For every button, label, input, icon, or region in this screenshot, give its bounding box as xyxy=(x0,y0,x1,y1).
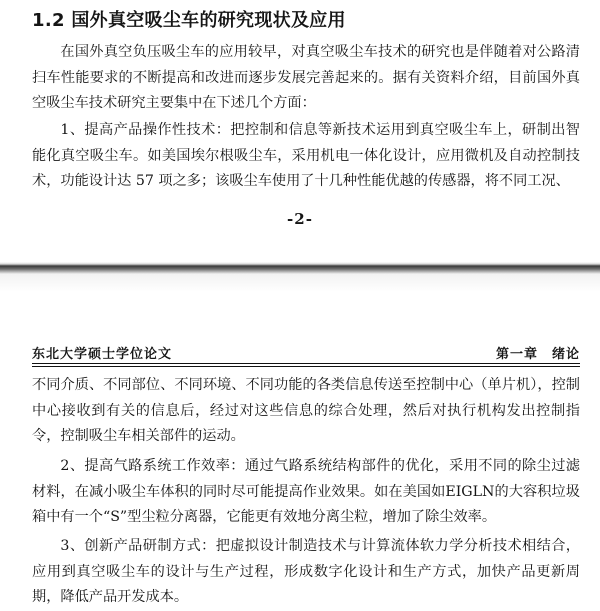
lower-page xyxy=(0,292,600,608)
paragraph-item-3: 3、创新产品研制方式：把虚拟设计制造技术与计算流体软力学分析技术相结合，应用到真空吸尘车的设计与生产过程，形成数字化设计和生产方式，加快产品更新周期，降低产品开发成本。 xyxy=(32,538,580,605)
paragraph-item-2: 2、提高气路系统工作效率：通过气路系统结构部件的优化，采用不同的除尘过滤材料，在减小吸尘车体积的同时尽可能提高作业效果。如在美国如EIGLN的大容积垃圾箱中有一个“S”型尘粒分离器，它能更有效地分离尘粒，增加了除尘效率。 xyxy=(32,458,580,525)
running-head-university: 东北大学硕士学位论文 xyxy=(32,347,173,362)
paragraph-continuation: 不同介质、不同部位、不同环境、不同功能的各类信息传送至控制中心（单片机），控制中心接收到有关的信息后，经过对这些信息的综合处理，然后对执行机构发出控制指令，控制吸尘车相关部件的运动。 xyxy=(32,377,580,444)
section-title: 1.2 国外真空吸尘车的研究现状及应用 xyxy=(32,10,346,31)
running-head-chapter: 第一章 绪论 xyxy=(495,347,580,362)
page-separator xyxy=(0,262,600,292)
paragraph-item-1: 1、提高产品操作性技术：把控制和信息等新技术运用到真空吸尘车上，研制出智能化真空吸尘车。如美国埃尔根吸尘车，采用机电一体化设计，应用微机及自动控制技术，功能设计达 57 项之多；该吸尘车使用了十几种性能优越的传感器，将不同工况、 xyxy=(32,122,580,189)
page-number: -2- xyxy=(287,210,313,228)
paragraph-intro: 在国外真空负压吸尘车的应用较早，对真空吸尘车技术的研究也是伴随着对公路清扫车性能要求的不断提高和改进而逐步发展完善起来的。据有关资料介绍，目前国外真空吸尘车技术研究主要集中在下述几个方面： xyxy=(32,44,580,111)
header-rule-thin xyxy=(32,366,580,367)
upper-page xyxy=(0,0,600,262)
header-rule xyxy=(32,363,580,364)
